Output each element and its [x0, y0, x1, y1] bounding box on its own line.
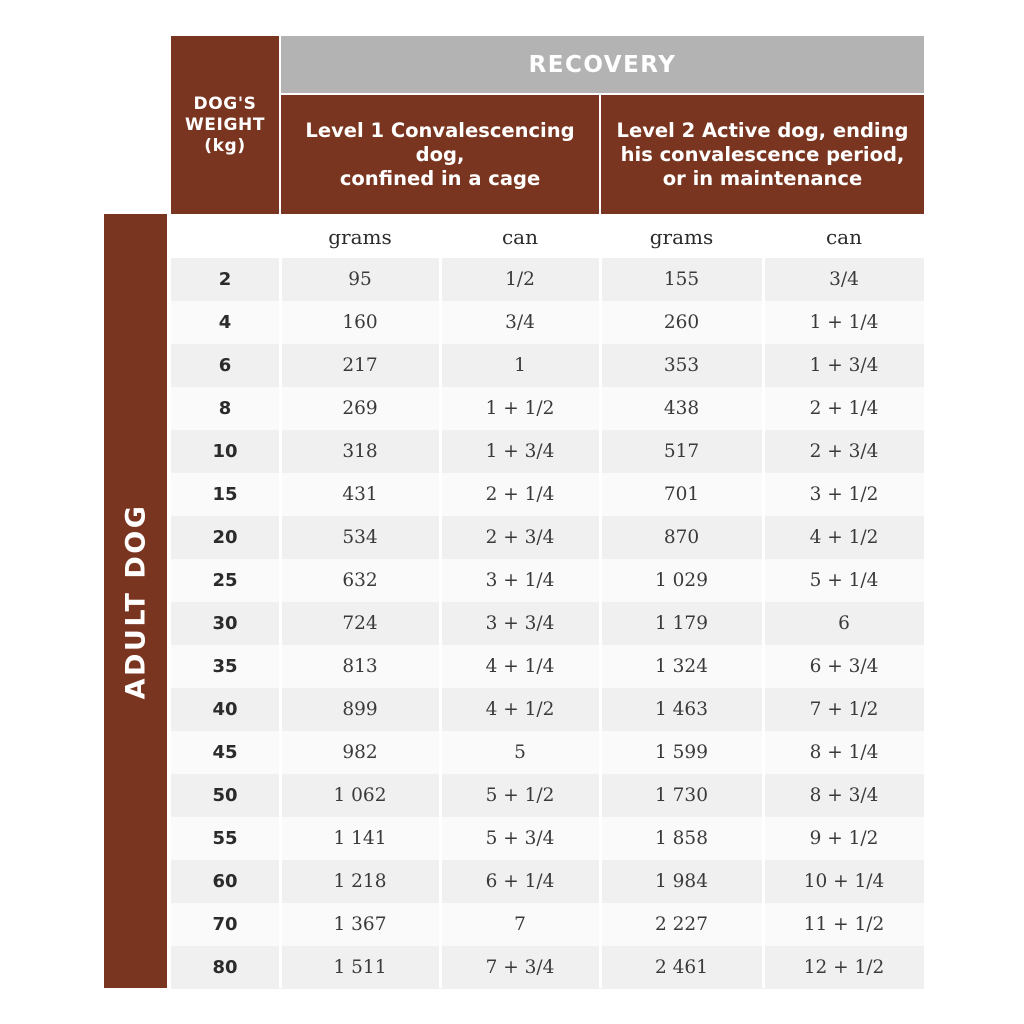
table-body — [171, 258, 924, 989]
header-group-recovery: RECOVERY — [281, 36, 924, 93]
cell-level1-grams: 269 — [342, 398, 378, 419]
table-grid — [171, 36, 924, 988]
cell-level2-can: 7 + 1/2 — [809, 699, 879, 720]
cell-level2-grams: 1 179 — [655, 613, 708, 634]
sub-header-level1-grams: grams — [328, 225, 392, 249]
cell-level2-can: 1 + 3/4 — [809, 355, 879, 376]
table-row — [171, 731, 924, 774]
cell-weight: 80 — [212, 957, 238, 978]
cell-level2-can: 5 + 1/4 — [809, 570, 879, 591]
sub-header-level2-can: can — [825, 225, 862, 249]
column-separator — [762, 216, 765, 988]
cell-level1-can: 1 — [514, 355, 526, 376]
header-level-1-line-2: confined in a cage — [339, 166, 541, 190]
header-level-1 — [281, 95, 599, 214]
header-weight-line-3: (kg) — [204, 135, 246, 156]
cell-level2-can: 11 + 1/2 — [803, 914, 885, 935]
sub-header-row — [171, 216, 924, 258]
cell-weight: 55 — [212, 828, 238, 849]
sub-header-level1-can: can — [501, 225, 538, 249]
cell-level2-grams: 1 599 — [655, 742, 708, 763]
cell-level1-grams: 632 — [342, 570, 378, 591]
cell-level1-grams: 217 — [342, 355, 378, 376]
cell-weight: 2 — [218, 269, 232, 290]
life-stage-label: ADULT DOG — [120, 503, 151, 699]
cell-level1-can: 3/4 — [505, 312, 535, 333]
cell-level2-grams: 1 324 — [655, 656, 708, 677]
feeding-table — [104, 36, 924, 988]
cell-level2-grams: 260 — [663, 312, 700, 333]
cell-level2-can: 2 + 3/4 — [809, 441, 879, 462]
table-row — [171, 258, 924, 301]
table-row — [171, 301, 924, 344]
table-row — [171, 774, 924, 817]
cell-weight: 35 — [212, 656, 238, 677]
cell-level1-can: 7 + 3/4 — [485, 957, 555, 978]
header-weight-line-1: DOG'S — [193, 93, 257, 114]
cell-level2-can: 9 + 1/2 — [809, 828, 879, 849]
cell-level2-grams: 701 — [663, 484, 700, 505]
cell-level2-grams: 1 463 — [655, 699, 708, 720]
header-level-1-line-1: Level 1 Convalescencing dog, — [305, 118, 575, 166]
header-level-2-line-2: his convalescence period, — [620, 142, 905, 166]
cell-weight: 70 — [212, 914, 238, 935]
cell-level1-grams: 160 — [342, 312, 378, 333]
table-row — [171, 516, 924, 559]
cell-weight: 6 — [218, 355, 232, 376]
table-row — [171, 602, 924, 645]
cell-level1-grams: 724 — [342, 613, 378, 634]
life-stage-band — [104, 214, 167, 988]
cell-level2-can: 8 + 3/4 — [809, 785, 879, 806]
header-weight-line-2: WEIGHT — [184, 114, 266, 135]
column-separator — [599, 216, 602, 988]
cell-level2-grams: 1 730 — [655, 785, 708, 806]
table-row — [171, 473, 924, 516]
table-row — [171, 903, 924, 946]
cell-level2-can: 4 + 1/2 — [809, 527, 879, 548]
column-separator — [439, 216, 442, 988]
cell-weight: 10 — [212, 441, 238, 462]
cell-weight: 8 — [218, 398, 232, 419]
cell-weight: 45 — [212, 742, 238, 763]
table-row — [171, 430, 924, 473]
cell-level1-can: 3 + 1/4 — [485, 570, 555, 591]
cell-level1-grams: 982 — [342, 742, 378, 763]
cell-level2-grams: 517 — [663, 441, 700, 462]
cell-level2-can: 10 + 1/4 — [803, 871, 885, 892]
table-row — [171, 946, 924, 989]
cell-level2-can: 8 + 1/4 — [809, 742, 879, 763]
cell-level1-can: 5 — [514, 742, 526, 763]
cell-level1-grams: 431 — [342, 484, 378, 505]
cell-level1-can: 6 + 1/4 — [485, 871, 555, 892]
cell-level2-grams: 1 029 — [655, 570, 708, 591]
cell-level1-grams: 95 — [348, 269, 372, 290]
cell-level2-grams: 155 — [663, 269, 700, 290]
cell-level1-can: 5 + 1/2 — [485, 785, 555, 806]
table-row — [171, 817, 924, 860]
cell-weight: 40 — [212, 699, 238, 720]
cell-level1-can: 4 + 1/4 — [485, 656, 555, 677]
cell-level1-can: 4 + 1/2 — [485, 699, 555, 720]
cell-weight: 20 — [212, 527, 238, 548]
cell-level1-grams: 899 — [342, 699, 378, 720]
table-row — [171, 688, 924, 731]
cell-weight: 50 — [212, 785, 238, 806]
cell-level1-can: 2 + 1/4 — [485, 484, 555, 505]
cell-level1-can: 1/2 — [505, 269, 535, 290]
cell-level1-grams: 534 — [342, 527, 378, 548]
column-separator — [279, 216, 282, 988]
cell-level2-can: 12 + 1/2 — [803, 957, 885, 978]
cell-level1-grams: 1 367 — [333, 914, 387, 935]
cell-weight: 60 — [212, 871, 238, 892]
cell-level2-can: 6 + 3/4 — [809, 656, 879, 677]
cell-level1-can: 3 + 3/4 — [485, 613, 555, 634]
cell-level1-grams: 1 062 — [333, 785, 387, 806]
cell-weight: 15 — [212, 484, 238, 505]
cell-level2-can: 3 + 1/2 — [809, 484, 879, 505]
cell-level2-grams: 1 858 — [655, 828, 708, 849]
header-level-2-line-1: Level 2 Active dog, ending — [616, 118, 909, 142]
cell-level1-can: 2 + 3/4 — [485, 527, 555, 548]
cell-level2-can: 1 + 1/4 — [809, 312, 879, 333]
cell-level2-grams: 1 984 — [655, 871, 708, 892]
cell-weight: 30 — [212, 613, 238, 634]
cell-level2-can: 2 + 1/4 — [809, 398, 879, 419]
cell-weight: 4 — [218, 312, 232, 333]
cell-level1-can: 5 + 3/4 — [485, 828, 555, 849]
cell-level2-grams: 2 461 — [655, 957, 708, 978]
header-level-2 — [601, 95, 924, 214]
table-row — [171, 387, 924, 430]
cell-level2-can: 3/4 — [829, 269, 859, 290]
sub-header-blank — [171, 216, 279, 258]
cell-level1-grams: 813 — [342, 656, 378, 677]
cell-level1-can: 1 + 1/2 — [485, 398, 555, 419]
table-row — [171, 645, 924, 688]
cell-level1-grams: 1 218 — [333, 871, 387, 892]
cell-level1-grams: 1 141 — [333, 828, 387, 849]
header-level-2-line-3: or in maintenance — [662, 166, 863, 190]
header-dogs-weight — [171, 36, 279, 214]
table-row — [171, 559, 924, 602]
table-row — [171, 860, 924, 903]
cell-level1-grams: 1 511 — [333, 957, 387, 978]
cell-level1-can: 7 — [514, 914, 526, 935]
cell-level2-grams: 353 — [663, 355, 700, 376]
cell-level2-can: 6 — [838, 613, 850, 634]
cell-weight: 25 — [212, 570, 238, 591]
sub-header-level2-grams: grams — [649, 225, 714, 249]
cell-level2-grams: 2 227 — [655, 914, 708, 935]
cell-level2-grams: 870 — [663, 527, 700, 548]
cell-level1-can: 1 + 3/4 — [485, 441, 555, 462]
cell-level2-grams: 438 — [663, 398, 700, 419]
cell-level1-grams: 318 — [342, 441, 378, 462]
table-row — [171, 344, 924, 387]
